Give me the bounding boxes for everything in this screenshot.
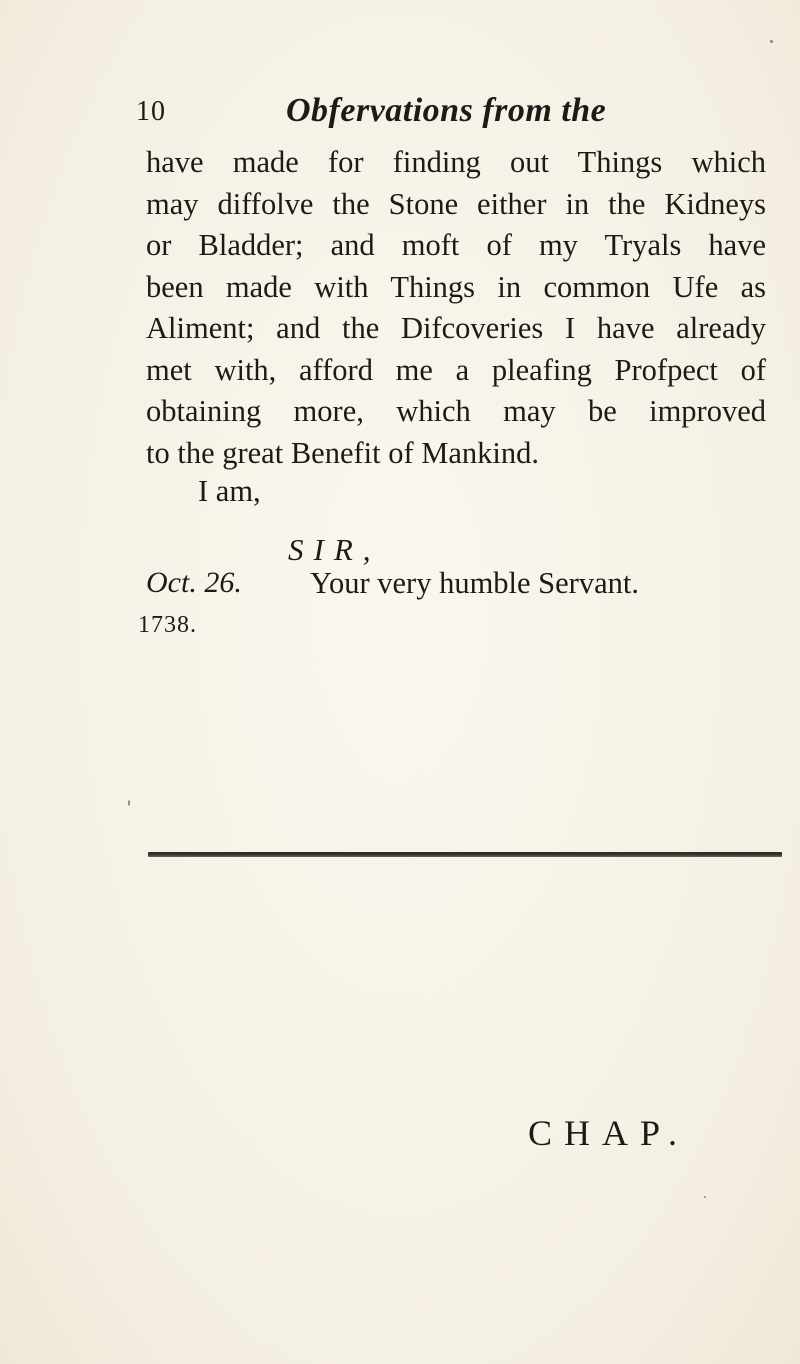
paper-speck xyxy=(770,40,773,43)
salutation: SIR, xyxy=(288,532,381,567)
closing-i-am: I am, xyxy=(198,474,261,508)
body-line: have made for finding out Things which xyxy=(146,145,766,179)
page-number: 10 xyxy=(136,96,166,127)
section-rule xyxy=(148,852,782,857)
body-paragraph xyxy=(146,142,766,474)
letter-year: 1738. xyxy=(138,612,197,638)
paper-speck xyxy=(704,1196,706,1198)
body-line: to the great Benefit of Mankind. xyxy=(146,435,540,470)
catchword: CHAP. xyxy=(528,1113,690,1153)
running-head xyxy=(0,92,800,132)
running-title: Obfervations from the xyxy=(286,92,607,129)
signoff: Your very humble Servant. xyxy=(310,566,639,600)
body-line: Aliment; and the Difcoveries I have already xyxy=(146,311,766,345)
body-line: been made with Things in common Ufe as xyxy=(146,269,766,304)
body-line: may diffolve the Stone either in the Kidneys xyxy=(146,186,766,221)
paper-speck xyxy=(128,800,130,806)
body-line: or Bladder; and moft of my Tryals have xyxy=(146,228,766,262)
body-line: obtaining more, which may be improved xyxy=(146,394,766,428)
body-line: met with, afford me a pleafing Profpect of xyxy=(146,352,766,387)
letter-date: Oct. 26. xyxy=(146,566,242,599)
